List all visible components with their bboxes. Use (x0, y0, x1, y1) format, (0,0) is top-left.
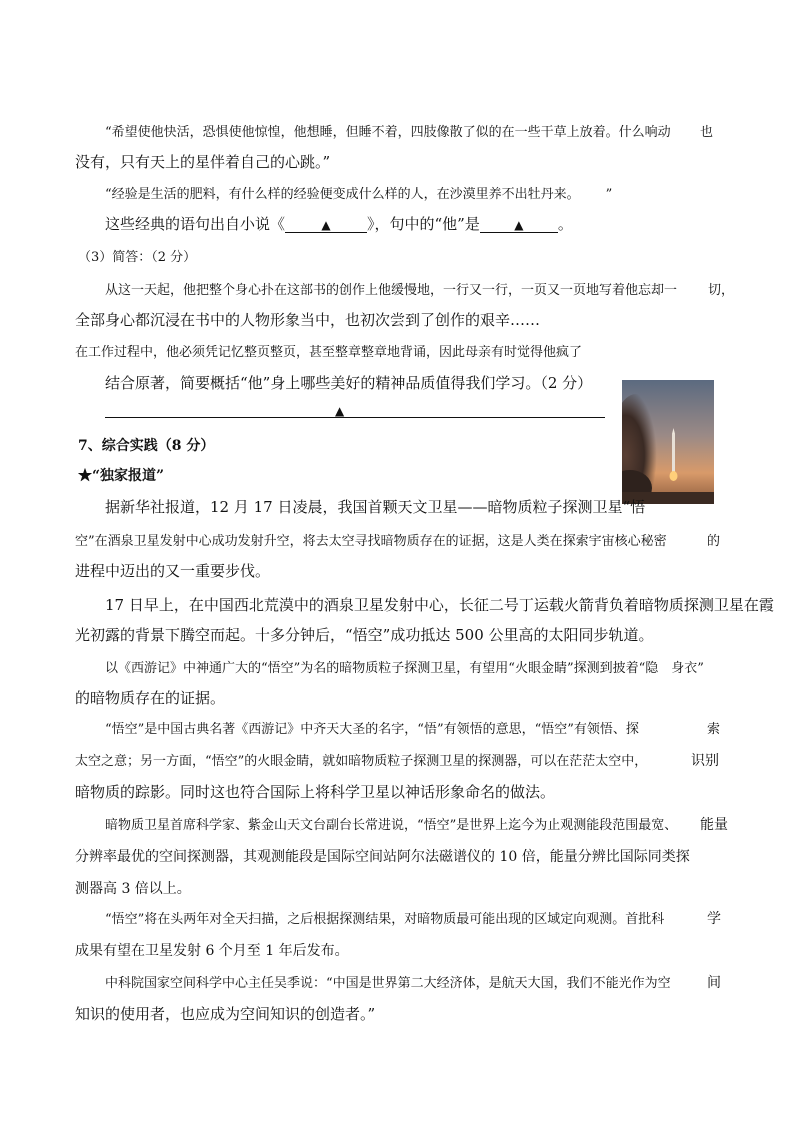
quote-2-text: “经验是生活的肥料，有什么样的经验便变成什么样的人，在沙漠里养不出牡丹来。 (105, 187, 580, 202)
quote-1-text: “希望使他快活，恐惧使他惊惶，他想睡，但睡不着，四肢像散了似的在一些干草上放着。什么响动 (105, 125, 671, 140)
s7-p5-line-1: 暗物质卫星首席科学家、紫金山天文台副台长常进说，“悟空”是世界上迄今为止观测能段范围最宽、 (105, 818, 678, 833)
answer-line[interactable] (105, 417, 605, 418)
s7-p4-line-2-tail: 识别 (691, 753, 719, 769)
s7-p1-line-2-tail: 的 (707, 534, 721, 549)
section-7-heading: 7、综合实践（8 分） (78, 438, 215, 454)
s7-p5-line-2: 分辨率最优的空间探测器，其观测能段是国际空间站阿尔法磁谱仪的 10 倍，能量分辨比国际同类探 (75, 849, 690, 865)
s7-p2-line-1: 17 日早上，在中国西北荒漠中的酒泉卫星发射中心，长征二号丁运载火箭背负着暗物质探测卫星在霞 (105, 596, 774, 614)
s7-p1-line-1: 据新华社报道，12 月 17 日凌晨，我国首颗天文卫星——暗物质粒子探测卫星“悟 (105, 498, 646, 516)
quote-2 (105, 183, 612, 202)
q3-para-2: 在工作过程中，他必须凭记忆整页整页，甚至整章整章地背诵，因此母亲有时觉得他疯了 (75, 345, 583, 360)
s7-p6-line-1: “悟空”将在头两年对全天扫描，之后根据探测结果，对暗物质最可能出现的区域定向观测。首批科 (105, 912, 665, 927)
s7-p7-line-2: 知识的使用者，也应成为空间知识的创造者。” (75, 1005, 376, 1023)
rocket-launch-photo (622, 380, 714, 504)
fill-question (105, 213, 573, 234)
q3-para-1-line-2: 全部身心都沉浸在书中的人物形象当中，也初次尝到了创作的艰辛…… (75, 311, 541, 329)
s7-p4-line-1: “悟空”是中国古典名著《西游记》中齐天大圣的名字，“悟”有领悟的意思，“悟空”有领悟、探 (105, 722, 639, 737)
quote-1-line-1 (105, 121, 671, 140)
s7-p1-line-2: 空”在酒泉卫星发射中心成功发射升空，将去太空寻找暗物质存在的证据，这是人类在探索宇宙核心秘密 (75, 534, 667, 549)
quote-1-line-2: 没有，只有天上的星伴着自己的心跳。” (75, 153, 331, 171)
s7-p3-line-1: 以《西游记》中神通广大的“悟空”为名的暗物质粒子探测卫星，有望用“火眼金睛”探测到披着“隐 身衣” (105, 661, 704, 676)
blank-marker: ▲ (514, 218, 524, 232)
q3-para-1-line-1-tail: 切， (708, 283, 735, 298)
s7-p7-line-1: 中科院国家空间科学中心主任吴季说：“中国是世界第二大经济体，是航天大国，我们不能光作为空 (105, 976, 671, 991)
s7-p3-line-2: 的暗物质存在的证据。 (75, 689, 226, 707)
quote-2-tail: ” (605, 187, 613, 202)
s7-p4-line-3: 暗物质的踪影。同时这也符合国际上将科学卫星以神话形象命名的做法。 (75, 783, 556, 801)
s7-p7-line-1-tail: 间 (707, 975, 721, 991)
novel-blank[interactable] (285, 217, 367, 233)
q3-heading: （3）简答：（2 分） (78, 250, 197, 265)
fill-prefix: 这些经典的语句出自小说《 (105, 215, 286, 233)
s7-p6-line-1-tail: 学 (707, 911, 721, 927)
s7-p5-line-3: 测器高 3 倍以上。 (75, 881, 191, 897)
s7-p4-line-2: 太空之意；另一方面，“悟空”的火眼金睛，就如暗物质粒子探测卫星的探测器，可以在茫茫太空中， (75, 754, 648, 769)
s7-p2-line-2: 光初露的背景下腾空而起。十多分钟后，“悟空”成功抵达 500 公里高的太阳同步轨道。 (75, 626, 654, 644)
answer-marker: ▲ (335, 404, 345, 418)
s7-p1-line-3: 进程中迈出的又一重要步伐。 (75, 562, 271, 580)
fill-end: 。 (557, 215, 573, 233)
s7-p6-line-2: 成果有望在卫星发射 6 个月至 1 年后发布。 (75, 943, 349, 959)
blank-marker: ▲ (321, 218, 331, 232)
s7-p5-line-1-tail: 能量 (700, 817, 728, 833)
q3-para-1-line-1: 从这一天起，他把整个身心扑在这部书的创作上他缓慢地，一行又一行，一页又一页地写着他忘却一 (105, 283, 678, 298)
quote-1-line-1-tail: 也 (700, 125, 714, 140)
q3-prompt: 结合原著，简要概括“他”身上哪些美好的精神品质值得我们学习。（2 分） (105, 374, 593, 392)
fill-mid: 》，句中的“他”是 (367, 215, 480, 233)
section-7-subheading: ★“独家报道” (78, 468, 165, 484)
character-blank[interactable] (480, 217, 558, 233)
s7-p4-line-1-tail: 索 (707, 722, 721, 737)
